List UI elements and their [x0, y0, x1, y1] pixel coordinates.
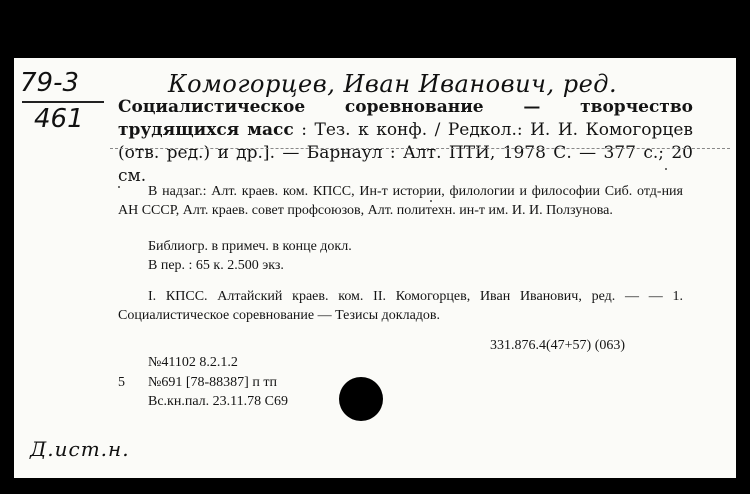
note-bibliography: Библиогр. в примеч. в конце докл. [148, 239, 352, 254]
bottom-handwriting: Д.ист.н. [30, 437, 130, 461]
catalog-number: №41102 8.2.1.2 [148, 355, 238, 370]
title-statement [118, 96, 693, 188]
handwritten-author: Комогорцев, Иван Иванович, ред. [168, 70, 618, 98]
shelf-mark-rule [22, 101, 104, 103]
classification-code: 331.876.4(47+57) (063) [490, 338, 626, 353]
signed-line: Вс.кн.пал. 23.11.78 С69 [148, 394, 288, 409]
title-bold: Социалистическое соревнование — творчество трудящихся масс [118, 97, 693, 140]
order-five: 5 [118, 375, 125, 390]
speck [430, 200, 432, 202]
dashed-stroke [110, 148, 730, 149]
note-nadzag: В надзаг.: Алт. краев. ком. КПСС, Ин-т истории, филологии и философии Сиб. отд-ния АН СССР, Алт. краев. совет профсоюзов, Алт. политехн. ин-т им. И. И. Ползунова. [118, 184, 683, 218]
speck [665, 168, 667, 170]
scan-border-top [0, 0, 750, 58]
order-line [118, 375, 277, 391]
title-block [118, 96, 693, 188]
title-rest: : Тез. к конф. / Редкол.: И. И. Комогорцев (отв. ред.) и др.]. — Барнаул : Алт. ПТИ, 1978 С. — 377 с.; 20 см. [118, 120, 693, 186]
shelf-mark-bottom: 461 [34, 104, 84, 134]
note-price: В пер. : 65 к. 2.500 экз. [148, 258, 284, 273]
note-tracings: I. КПСС. Алтайский краев. ком. II. Комогорцев, Иван Иванович, ред. — — 1. Социалистическое соревнование — Тезисы докладов. [118, 289, 683, 323]
punch-hole [339, 377, 383, 421]
speck [118, 186, 120, 188]
order-text: №691 [78-88387] п тп [148, 375, 277, 390]
shelf-mark-top: 79-3 [20, 68, 80, 98]
